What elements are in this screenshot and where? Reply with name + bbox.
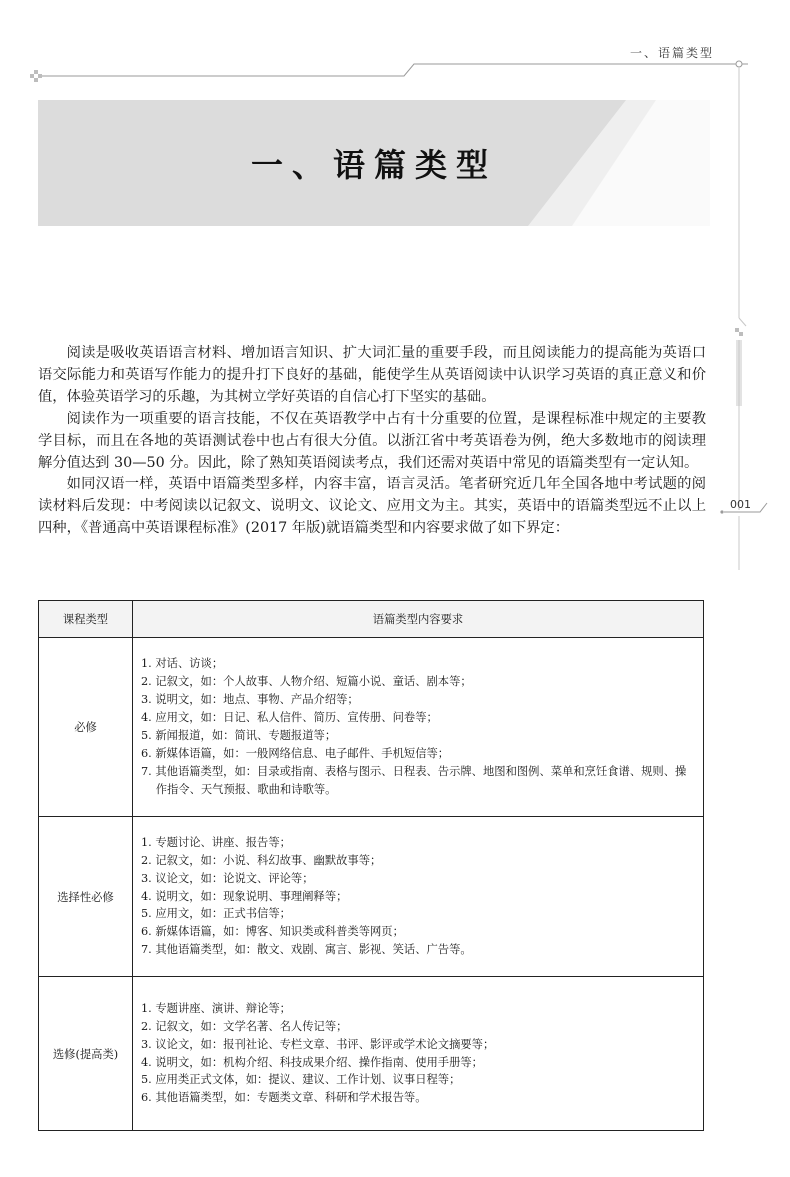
curriculum-table (38, 600, 704, 1131)
list-item: 2. 记叙文，如：个人故事、人物介绍、短篇小说、童话、剧本等； (141, 675, 472, 689)
running-header-title: 一、语篇类型 (629, 46, 714, 60)
list-item: 2. 记叙文，如：文学名著、名人传记等； (141, 1019, 348, 1033)
list-item: 4. 应用文，如：日记、私人信件、简历、宣传册、问卷等； (141, 711, 438, 725)
paragraph: 阅读是吸收英语语言材料、增加语言知识、扩大词汇量的重要手段，而且阅读能力的提高能为英语口语交际能力和英语写作能力的提升打下良好的基础，能使学生从英语阅读中认识学习英语的真正意义和价值，体验英语学习的乐趣，为其树立学好英语的自信心打下坚实的基础。 (38, 345, 706, 405)
list-item: 6. 其他语篇类型，如：专题类文章、科研和学术报告等。 (141, 1091, 427, 1105)
requirements-cell (133, 977, 704, 1131)
list-item: 6. 新媒体语篇，如：博客、知识类或科普类等网页； (141, 925, 404, 939)
table-row (39, 638, 704, 817)
list-item: 3. 说明文，如：地点、事物、产品介绍等； (141, 693, 359, 707)
list-item: 3. 议论文，如：报刊社论、专栏文章、书评、影评或学术论文摘要等； (141, 1037, 495, 1051)
list-item: 5. 应用类正式文体，如：提议、建议、工作计划、议事日程等； (141, 1073, 461, 1087)
chapter-title: 一、语篇类型 (250, 146, 497, 184)
list-item: 6. 新媒体语篇，如：一般网络信息、电子邮件、手机短信等； (141, 746, 450, 760)
list-item: 3. 议论文，如：论说文、评论等； (141, 871, 314, 885)
body-text (38, 343, 706, 540)
list-item: 1. 对话、访谈； (141, 657, 224, 671)
table-row (39, 817, 704, 977)
course-type-cell: 必修 (39, 638, 133, 817)
paragraph: 如同汉语一样，英语中语篇类型多样，内容丰富，语言灵活。笔者研究近几年全国各地中考试题的阅读材料后发现：中考阅读以记叙文、说明文、议论文、应用文为主。其实，英语中的语篇类型远不止以上四种，《普通高中英语课程标准》(2017 年版)就语篇类型和内容要求做了如下界定： (38, 476, 706, 537)
list-item: 5. 应用文，如：正式书信等； (141, 907, 291, 921)
list-item: 1. 专题讨论、讲座、报告等； (141, 835, 291, 849)
table-header-content-requirements: 语篇类型内容要求 (133, 601, 704, 638)
chapter-banner (38, 100, 710, 226)
list-item: 4. 说明文，如：现象说明、事理阐释等； (141, 889, 348, 903)
list-item: 7. 其他语篇类型，如：散文、戏剧、寓言、影视、笑话、广告等。 (141, 943, 472, 957)
course-type-cell: 选修(提高类) (39, 977, 133, 1131)
list-item: 4. 说明文，如：机构介绍、科技成果介绍、操作指南、使用手册等； (141, 1055, 483, 1069)
requirements-cell (133, 638, 704, 817)
requirements-cell (133, 817, 704, 977)
course-type-cell: 选择性必修 (39, 817, 133, 977)
page-number: 001 (730, 498, 751, 511)
paragraph: 阅读作为一项重要的语言技能，不仅在英语教学中占有十分重要的位置，是课程标准中规定的主要教学目标，而且在各地的英语测试卷中也占有很大分值。以浙江省中考英语卷为例，绝大多数地市的阅读理解分值达到 30—50 分。因此，除了熟知英语阅读考点，我们还需对英语中常见的语篇类型有一定认知。 (38, 410, 706, 471)
list-item: 7. 其他语篇类型，如：目录或指南、表格与图示、日程表、告示牌、地图和图例、菜单和烹饪食谱、规则、操作指令、天气预报、歌曲和诗歌等。 (141, 764, 687, 796)
list-item: 2. 记叙文，如：小说、科幻故事、幽默故事等； (141, 853, 382, 867)
list-item: 1. 专题讲座、演讲、辩论等； (141, 1001, 291, 1015)
table-header-course-type: 课程类型 (39, 601, 133, 638)
table-row (39, 977, 704, 1131)
list-item: 5. 新闻报道，如：简讯、专题报道等； (141, 729, 337, 742)
